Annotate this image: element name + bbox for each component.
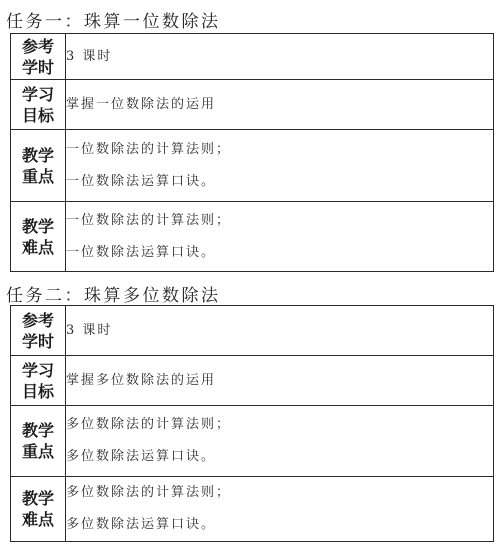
table-row: [11, 130, 494, 202]
task-1-heading: 任务一：珠算一位数除法: [6, 12, 221, 32]
row-label-bottom: 难点: [21, 510, 54, 529]
content-line: 一位数除法运算口诀。: [66, 173, 217, 189]
task-1-table: [10, 33, 494, 272]
content-line: 多位数除法的计算法则；: [66, 417, 232, 432]
content-line: 3 课时: [66, 48, 113, 64]
row-label-bottom: 学时: [21, 331, 54, 351]
row-content: [66, 80, 494, 130]
table-row: [11, 202, 494, 272]
row-label-bottom: 目标: [21, 381, 54, 401]
row-label-bottom: 学时: [21, 57, 54, 77]
row-label: [11, 80, 66, 130]
table-row: [11, 34, 494, 80]
row-label: [11, 130, 66, 202]
row-label: [11, 406, 66, 477]
row-label: [11, 34, 66, 80]
row-label-top: 教学: [21, 421, 54, 440]
row-label-top: 教学: [21, 489, 54, 508]
row-content: [66, 202, 494, 272]
row-label-top: 学习: [21, 84, 54, 104]
content-line: 多位数除法运算口诀。: [66, 517, 217, 532]
row-label: [11, 306, 66, 356]
table-row: [11, 80, 494, 130]
task-2-heading: 任务二：珠算多位数除法: [6, 286, 221, 306]
row-label: [11, 202, 66, 272]
row-content: [66, 34, 494, 80]
row-label-top: 教学: [21, 216, 54, 236]
row-label-bottom: 目标: [21, 105, 54, 125]
row-content: [66, 356, 494, 406]
content-line: 多位数除法运算口诀。: [66, 449, 217, 464]
content-line: 掌握多位数除法的运用: [66, 372, 217, 388]
content-line: 一位数除法的计算法则；: [66, 212, 232, 228]
table-row: [11, 477, 494, 542]
content-line: 一位数除法的计算法则；: [66, 141, 232, 157]
content-line: 3 课时: [66, 322, 113, 338]
row-label: [11, 356, 66, 406]
row-label-bottom: 重点: [21, 442, 54, 461]
row-label-top: 教学: [21, 145, 54, 165]
content-line: 多位数除法的计算法则；: [66, 485, 232, 500]
row-label-top: 参考: [21, 36, 54, 56]
content-line: 一位数除法运算口诀。: [66, 244, 217, 260]
row-label: [11, 477, 66, 542]
row-label-bottom: 重点: [21, 166, 54, 186]
content-line: 掌握一位数除法的运用: [66, 96, 217, 112]
table-row: [11, 306, 494, 356]
row-label-top: 参考: [21, 310, 54, 330]
row-content: [66, 306, 494, 356]
row-content: [66, 130, 494, 202]
table-row: [11, 356, 494, 406]
row-content: [66, 477, 494, 542]
row-label-bottom: 难点: [21, 237, 54, 257]
row-content: [66, 406, 494, 477]
task-2-table: [10, 305, 494, 542]
table-row: [11, 406, 494, 477]
row-label-top: 学习: [21, 360, 54, 380]
